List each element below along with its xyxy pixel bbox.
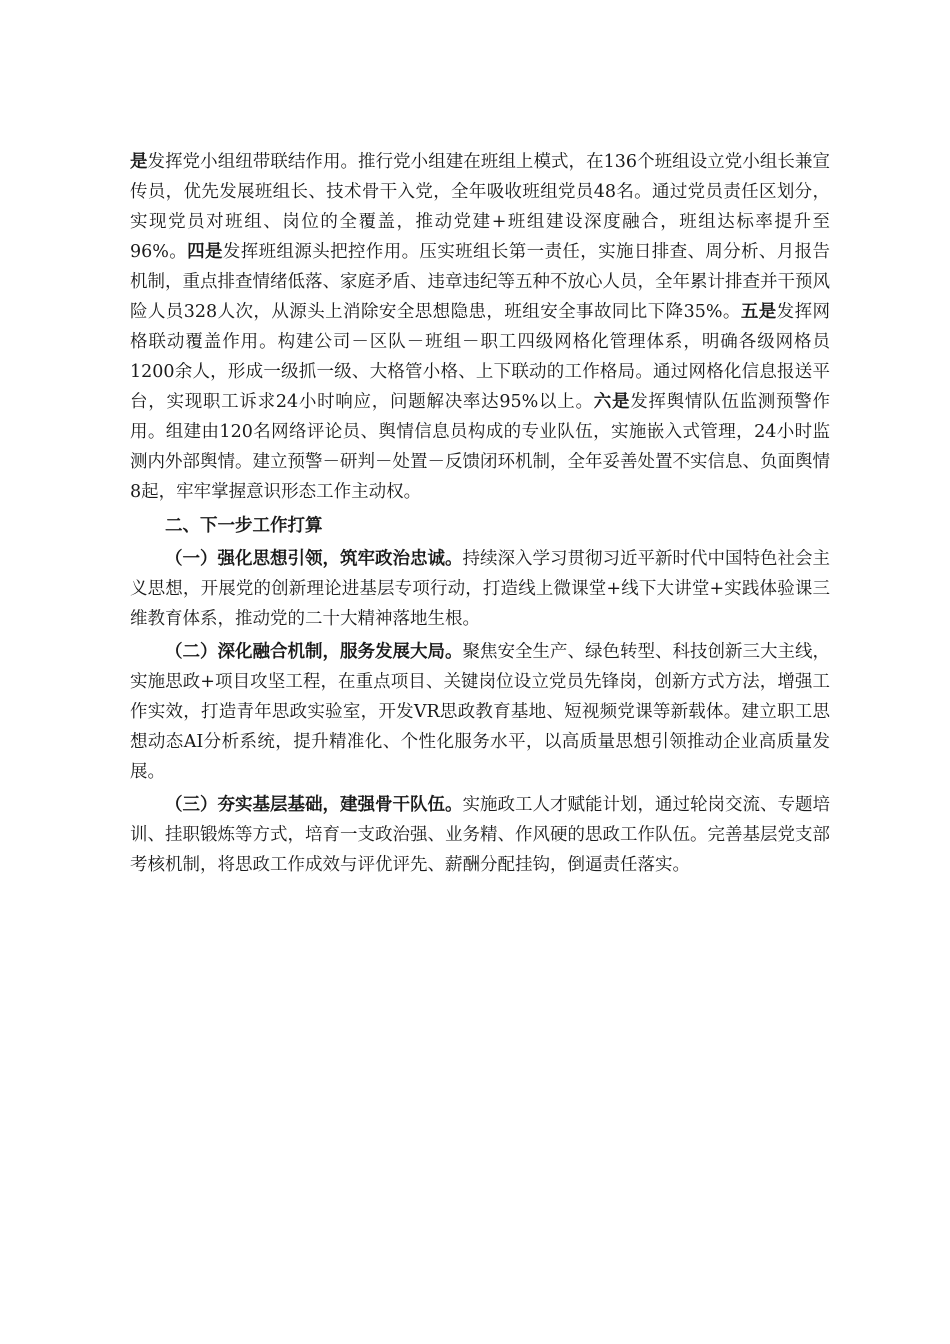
item-3-title: （三）夯实基层基础，建强骨干队伍。 bbox=[165, 795, 463, 815]
paragraph-text-4: 发挥班组源头把控作用。压实班组长第一责任，实施日排查、周分析、月报告机制，重点排查情绪低落、家庭矛盾、违章违纪等五种不放心人员，全年累计排查并干预风险人员328人次，从源头上消除安全思想隐患，班组安全事故同比下降35%。 bbox=[130, 242, 831, 322]
document-body bbox=[130, 147, 830, 880]
paragraph-item-3 bbox=[130, 790, 830, 880]
item-1-text: 持续深入学习贯彻习近平新时代中国特色社会主义思想，开展党的创新理论进基层专项行动，打造线上微课堂+线下大讲堂+实践体验课三维教育体系，推动党的二十大精神落地生根。 bbox=[130, 549, 830, 629]
paragraph-text-6: 发挥舆情队伍监测预警作用。组建由120名网络评论员、舆情信息员构成的专业队伍，实施嵌入式管理，24小时监测内外部舆情。建立预警－研判－处置－反馈闭环机制，全年妥善处置不实信息、负面舆情8起，牢牢掌握意识形态工作主动权。 bbox=[130, 392, 831, 502]
item-2-title: （二）深化融合机制，服务发展大局。 bbox=[165, 642, 463, 662]
item-3-text: 实施政工人才赋能计划，通过轮岗交流、专题培训、挂职锻炼等方式，培育一支政治强、业务精、作风硬的思政工作队伍。完善基层党支部考核机制，将思政工作成效与评优评先、薪酬分配挂钩，倒逼责任落实。 bbox=[130, 795, 830, 875]
item-2-text: 聚焦安全生产、绿色转型、科技创新三大主线，实施思政+项目攻坚工程，在重点项目、关键岗位设立党员先锋岗，创新方式方法，增强工作实效，打造青年思政实验室，开发VR思政教育基地、短视频党课等新载体。建立职工思想动态AI分析系统，提升精准化、个性化服务水平，以高质量思想引领推动企业高质量发展。 bbox=[130, 642, 830, 782]
paragraph-text-1: 发挥党小组纽带联结作用。推行党小组建在班组上模式，在136个班组设立党小组长兼宣传员，优先发展班组长、技术骨干入党，全年吸收班组党员48名。通过党员责任区划分，实现党员对班组、岗位的全覆盖，推动党建+班组建设深度融合，班组达标率提升至96%。 bbox=[130, 152, 830, 262]
paragraph-item-1 bbox=[130, 544, 830, 634]
paragraph-grassroots-roles bbox=[130, 147, 830, 507]
item-1-title: （一）强化思想引领，筑牢政治忠诚。 bbox=[165, 549, 463, 569]
paragraph-text-5: 发挥网格联动覆盖作用。构建公司－区队－班组－职工四级网格化管理体系，明确各级网格员1200余人，形成一级抓一级、大格管小格、上下联动的工作格局。通过网格化信息报送平台，实现职工诉求24小时响应，问题解决率达95%以上。 bbox=[130, 302, 831, 412]
bold-lead-4: 四是 bbox=[187, 242, 223, 262]
bold-lead-5: 五是 bbox=[740, 302, 777, 322]
paragraph-item-2 bbox=[130, 637, 830, 787]
bold-lead-1: 是 bbox=[130, 152, 148, 172]
bold-lead-6: 六是 bbox=[593, 392, 631, 412]
section-heading-next-steps: 二、下一步工作打算 bbox=[165, 516, 323, 536]
